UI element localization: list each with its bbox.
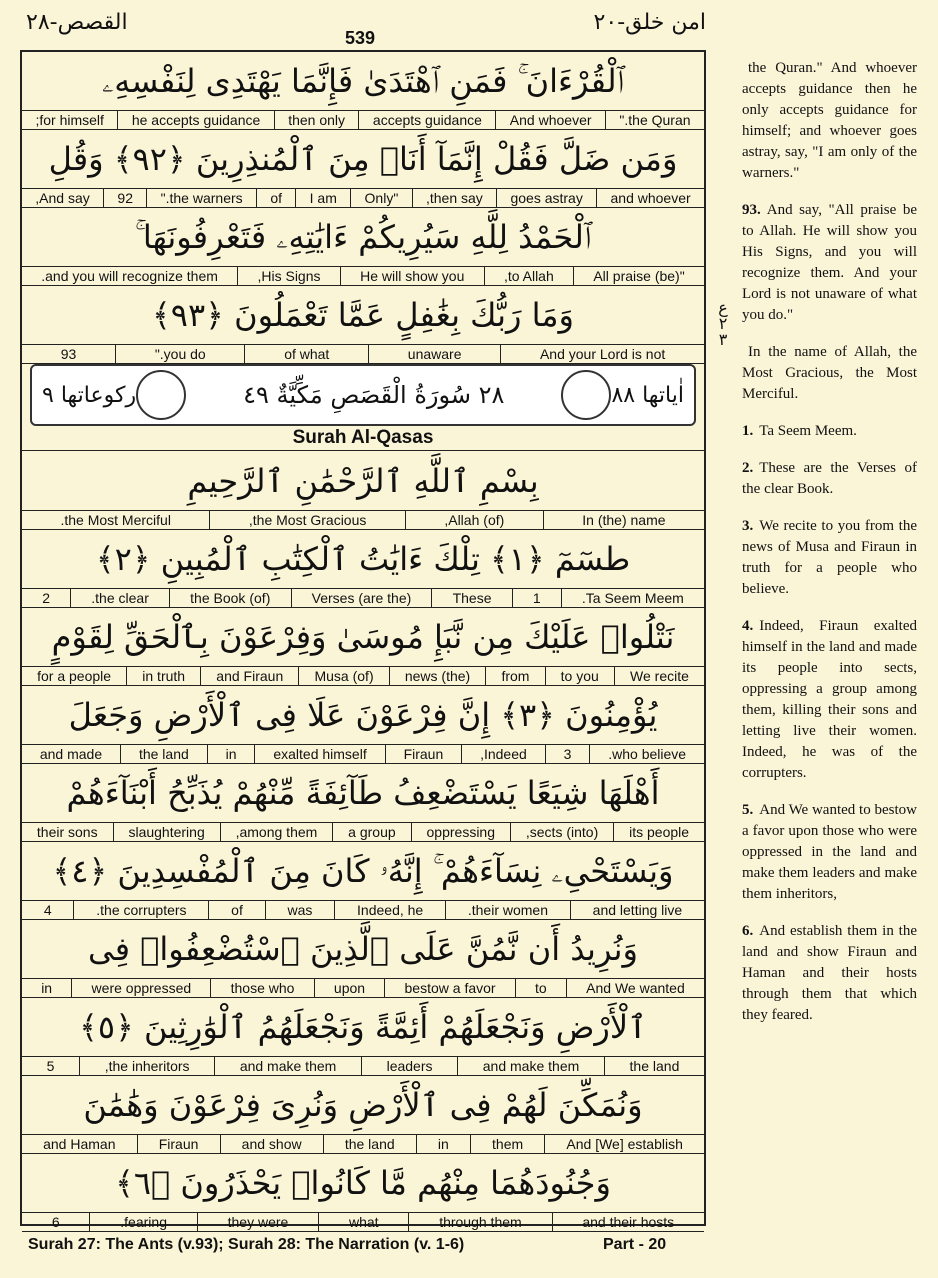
arabic-verse-line: وَمَن ضَلَّ فَقُلْ إِنَّمَآ أَنَا۠ مِنَ ٱلْمُنذِرِينَ ﴿٩٢﴾ وَقُلِ bbox=[48, 140, 678, 178]
surah-title: Surah Al-Qasas bbox=[22, 426, 704, 451]
word-gloss: fearing. bbox=[89, 1213, 196, 1231]
arabic-verse-line: وَمَا رَبُّكَ بِغَٰفِلٍ عَمَّا تَعْمَلُونَ ﴿٩٣﴾ bbox=[152, 296, 574, 334]
word-gloss: Indeed, bbox=[461, 745, 545, 763]
word-gloss: in truth bbox=[126, 667, 200, 685]
word-gloss: then only bbox=[274, 111, 359, 129]
word-gloss: their sons bbox=[36, 824, 98, 840]
word-gloss: "Only bbox=[350, 189, 411, 207]
verse-number: 4. bbox=[742, 618, 754, 634]
word-gloss: in bbox=[207, 745, 255, 763]
word-gloss: in bbox=[41, 980, 53, 996]
word-translation-row bbox=[22, 744, 704, 764]
translation-paragraph bbox=[742, 800, 917, 905]
arabic-verse-line: ٱلْأَرْضِ وَنَجْعَلَهُمْ أَئِمَّةً وَنَجْعَلَهُمُ ٱلْوَٰرِثِينَ ﴿٥﴾ bbox=[79, 1008, 647, 1046]
word-gloss: 92 bbox=[103, 189, 146, 207]
translation-text: Ta Seem Meem. bbox=[759, 423, 857, 439]
word-gloss: goes astray bbox=[496, 189, 596, 207]
word-gloss: and you will recognize them. bbox=[41, 268, 218, 284]
word-gloss: he accepts guidance bbox=[117, 111, 273, 129]
word-gloss: then say, bbox=[412, 189, 496, 207]
word-gloss: (the) news bbox=[389, 667, 486, 685]
word-gloss: among them, bbox=[220, 823, 333, 841]
word-gloss: Ta Seem Meem. bbox=[561, 589, 704, 607]
translation-text: We recite to you from the news of Musa and Firaun in truth for a people who believe. bbox=[742, 518, 917, 597]
word-gloss: and letting live bbox=[570, 901, 704, 919]
surah-banner bbox=[30, 364, 696, 426]
word-gloss: 6 bbox=[51, 1214, 60, 1230]
word-translation-row bbox=[22, 510, 704, 530]
arabic-verse-line: وَنُمَكِّنَ لَهُمْ فِى ٱلْأَرْضِ وَنُرِىَ فِرْعَوْنَ وَهَٰمَٰنَ bbox=[83, 1086, 643, 1124]
word-gloss: who believe. bbox=[589, 745, 704, 763]
verse-number: 2. bbox=[742, 460, 754, 476]
word-gloss: what bbox=[318, 1213, 408, 1231]
word-gloss: and Firaun bbox=[200, 667, 298, 685]
word-gloss: through them bbox=[408, 1213, 551, 1231]
word-gloss: And your Lord is not bbox=[500, 345, 704, 363]
word-gloss: the land bbox=[604, 1057, 704, 1075]
ornament-icon bbox=[561, 370, 611, 420]
word-gloss: 93 bbox=[60, 346, 77, 362]
word-gloss: to bbox=[515, 979, 566, 997]
word-gloss: Firaun bbox=[385, 745, 462, 763]
ornament-icon bbox=[136, 370, 186, 420]
banner-surah-title: ٢٨ سُورَةُ الْقَصَصِ مَكِّيَّةٌ ٤٩ bbox=[243, 381, 505, 409]
word-translation-row bbox=[22, 978, 704, 998]
word-gloss: accepts guidance bbox=[358, 111, 495, 129]
word-gloss: 3 bbox=[545, 745, 590, 763]
footer-part: Part - 20 bbox=[603, 1236, 667, 1253]
word-gloss: And whoever bbox=[495, 111, 605, 129]
translation-text: And We wanted to bestow a favor upon those who were oppressed in the land and make them leaders and make them inheritors, bbox=[742, 802, 917, 902]
word-gloss: leaders bbox=[361, 1057, 457, 1075]
word-gloss: for himself; bbox=[35, 112, 104, 128]
word-gloss: oppressing bbox=[411, 823, 510, 841]
footer-title: Surah 27: The Ants (v.93); Surah 28: The Narration (v. 1-6) bbox=[28, 1236, 465, 1253]
arabic-verse-line: ٱلْحَمْدُ لِلَّهِ سَيُرِيكُمْ ءَايَٰتِهِۦ فَتَعْرِفُونَهَا ۚ bbox=[134, 217, 592, 256]
juz-name-header: امن خلق-٢٠ bbox=[593, 10, 706, 35]
banner-ruku-count: رکوعاتها ٩ bbox=[42, 382, 137, 408]
translation-paragraph bbox=[742, 921, 917, 1026]
verse-number: 5. bbox=[742, 802, 754, 818]
word-translation-row bbox=[22, 1134, 704, 1154]
translation-paragraph bbox=[742, 342, 917, 405]
word-gloss: a group bbox=[332, 823, 410, 841]
translation-text: And establish them in the land and show Firaun and Haman and their hosts through them that which they feared. bbox=[742, 923, 917, 1023]
word-gloss: He will show you bbox=[340, 267, 484, 285]
word-translation-row bbox=[22, 666, 704, 686]
word-gloss: and show bbox=[220, 1135, 323, 1153]
translation-paragraph bbox=[742, 516, 917, 600]
word-gloss: bestow a favor bbox=[384, 979, 515, 997]
translation-text: In the name of Allah, the Most Gracious, the Most Merciful. bbox=[742, 344, 917, 402]
arabic-verse-line: طسٓمٓ ﴿١﴾ تِلْكَ ءَايَٰتُ ٱلْكِتَٰبِ ٱلْمُبِينِ ﴿٢﴾ bbox=[95, 540, 631, 578]
word-gloss: exalted himself bbox=[254, 745, 384, 763]
word-gloss: We recite bbox=[614, 667, 704, 685]
word-gloss: for a people bbox=[37, 668, 112, 684]
word-gloss: the land bbox=[120, 745, 207, 763]
arabic-verse-line: بِسْمِ ٱللَّهِ ٱلرَّحْمَٰنِ ٱلرَّحِيمِ bbox=[187, 462, 539, 500]
word-gloss: in bbox=[416, 1135, 470, 1153]
word-gloss: of what bbox=[244, 345, 368, 363]
word-gloss: those who bbox=[210, 979, 313, 997]
translation-paragraph bbox=[742, 458, 917, 500]
word-gloss: "All praise (be) bbox=[573, 267, 704, 285]
word-gloss: the clear. bbox=[70, 589, 169, 607]
word-translation-row bbox=[22, 822, 704, 842]
word-translation-row bbox=[22, 344, 704, 364]
word-gloss: 4 bbox=[43, 902, 52, 918]
word-gloss: the Most Gracious, bbox=[209, 511, 404, 529]
word-gloss: them bbox=[470, 1135, 544, 1153]
word-gloss: I am bbox=[295, 189, 350, 207]
verse-number: 93. bbox=[742, 202, 761, 218]
arabic-verse-line: أَهْلَهَا شِيَعًا يَسْتَضْعِفُ طَآئِفَةً مِّنْهُمْ يُذَبِّحُ أَبْنَآءَهُمْ bbox=[66, 774, 660, 812]
word-translation-row bbox=[22, 1212, 704, 1232]
ruku-mark: ع ٢ ٣ bbox=[718, 298, 728, 349]
word-gloss: and made bbox=[39, 746, 103, 762]
translation-paragraph bbox=[742, 200, 917, 326]
word-gloss: 5 bbox=[46, 1058, 55, 1074]
word-gloss: 1 bbox=[512, 589, 561, 607]
translation-paragraph bbox=[742, 616, 917, 784]
translation-text: And say, "All praise be to Allah. He will show you His Signs, and you will recognize them. And your Lord is not unaware of what you do." bbox=[742, 202, 917, 323]
translation-text: Indeed, Firaun exalted himself in the land and made its people into sects, oppressing a group among them, killing their sons and letting live their women. Indeed, he was of the corrupters. bbox=[742, 618, 917, 781]
arabic-verse-line: وَيَسْتَحْىِۦ نِسَآءَهُمْ ۚ إِنَّهُۥ كَانَ مِنَ ٱلْمُفْسِدِينَ ﴿٤﴾ bbox=[52, 851, 674, 890]
word-gloss: to Allah, bbox=[484, 267, 573, 285]
word-gloss: And say, bbox=[35, 190, 90, 206]
word-gloss: their women. bbox=[445, 901, 570, 919]
word-gloss: the Most Merciful. bbox=[60, 512, 171, 528]
translation-paragraph bbox=[742, 421, 917, 442]
word-gloss: was bbox=[265, 901, 335, 919]
word-gloss: the corrupters. bbox=[73, 901, 208, 919]
verse-number: 1. bbox=[742, 423, 754, 439]
translation-text: the Quran." And whoever accepts guidance then he only accepts guidance for himself; and whoever goes astray, say, "I am only of the warners." bbox=[742, 60, 917, 181]
word-gloss: were oppressed bbox=[71, 979, 210, 997]
word-gloss: Indeed, he bbox=[334, 901, 445, 919]
word-translation-row bbox=[22, 588, 704, 608]
word-translation-row bbox=[22, 266, 704, 286]
word-gloss: the inheritors, bbox=[79, 1057, 214, 1075]
word-gloss: slaughtering bbox=[113, 823, 220, 841]
word-gloss: And [We] establish bbox=[544, 1135, 704, 1153]
word-gloss: (of) the Book bbox=[169, 589, 290, 607]
word-gloss: the Quran." bbox=[605, 111, 704, 129]
word-translation-row bbox=[22, 1056, 704, 1076]
word-gloss: they were bbox=[197, 1213, 318, 1231]
word-gloss: and Haman bbox=[43, 1136, 116, 1152]
arabic-verse-line: يُؤْمِنُونَ ﴿٣﴾ إِنَّ فِرْعَوْنَ عَلَا فِى ٱلْأَرْضِ وَجَعَلَ bbox=[68, 696, 658, 734]
word-gloss: And We wanted bbox=[566, 979, 704, 997]
word-gloss: (into) sects, bbox=[510, 823, 613, 841]
banner-ayat-count: اٰیاتها ٨٨ bbox=[611, 382, 684, 408]
translation-text: These are the Verses of the clear Book. bbox=[742, 460, 917, 497]
word-translation-row bbox=[22, 188, 704, 208]
word-gloss: 2 bbox=[42, 590, 50, 606]
word-gloss: (of) Musa bbox=[298, 667, 388, 685]
verse-number: 6. bbox=[742, 923, 754, 939]
word-translation-row bbox=[22, 110, 704, 130]
translation-column bbox=[742, 58, 917, 1042]
word-gloss: and their hosts bbox=[552, 1213, 704, 1231]
word-gloss: These bbox=[431, 589, 511, 607]
word-gloss: His Signs, bbox=[237, 267, 340, 285]
word-gloss: In (the) name bbox=[543, 511, 704, 529]
word-gloss: you do." bbox=[115, 345, 244, 363]
word-gloss: (of) Allah, bbox=[405, 511, 543, 529]
surah-name-header: القصص-٢٨ bbox=[26, 10, 128, 35]
word-gloss: from bbox=[485, 667, 544, 685]
quran-text-frame bbox=[20, 50, 706, 1230]
word-gloss: (are the) Verses bbox=[291, 589, 432, 607]
word-gloss: and make them bbox=[457, 1057, 604, 1075]
word-gloss: its people bbox=[613, 823, 704, 841]
arabic-verse-line: وَنُرِيدُ أَن نَّمُنَّ عَلَى ٱلَّذِينَ ٱسْتُضْعِفُوا۟ فِى bbox=[88, 930, 638, 968]
word-gloss: to you bbox=[545, 667, 614, 685]
word-gloss: Firaun bbox=[137, 1135, 220, 1153]
word-translation-row bbox=[22, 900, 704, 920]
word-gloss: the land bbox=[323, 1135, 416, 1153]
arabic-verse-line: وَجُنُودَهُمَا مِنْهُم مَّا كَانُوا۟ يَحْذَرُونَ ﴿٦﴾ bbox=[115, 1164, 611, 1202]
word-gloss: unaware bbox=[368, 345, 500, 363]
word-gloss: and whoever bbox=[596, 189, 704, 207]
page-number: 539 bbox=[345, 28, 376, 48]
arabic-verse-line: نَتْلُوا۟ عَلَيْكَ مِن نَّبَإِ مُوسَىٰ وَفِرْعَوْنَ بِٱلْحَقِّ لِقَوْمٍ bbox=[51, 618, 675, 656]
word-gloss: and make them bbox=[214, 1057, 361, 1075]
word-gloss: upon bbox=[314, 979, 385, 997]
word-gloss: the warners." bbox=[146, 189, 256, 207]
verse-number: 3. bbox=[742, 518, 754, 534]
word-gloss: of bbox=[208, 901, 264, 919]
page-header bbox=[0, 0, 938, 50]
arabic-verse-line: ٱلْقُرْءَانَ ۚ فَمَنِ ٱهْتَدَىٰ فَإِنَّمَا يَهْتَدِى لِنَفْسِهِۦ bbox=[102, 61, 624, 100]
word-gloss: of bbox=[256, 189, 295, 207]
translation-paragraph bbox=[742, 58, 917, 184]
